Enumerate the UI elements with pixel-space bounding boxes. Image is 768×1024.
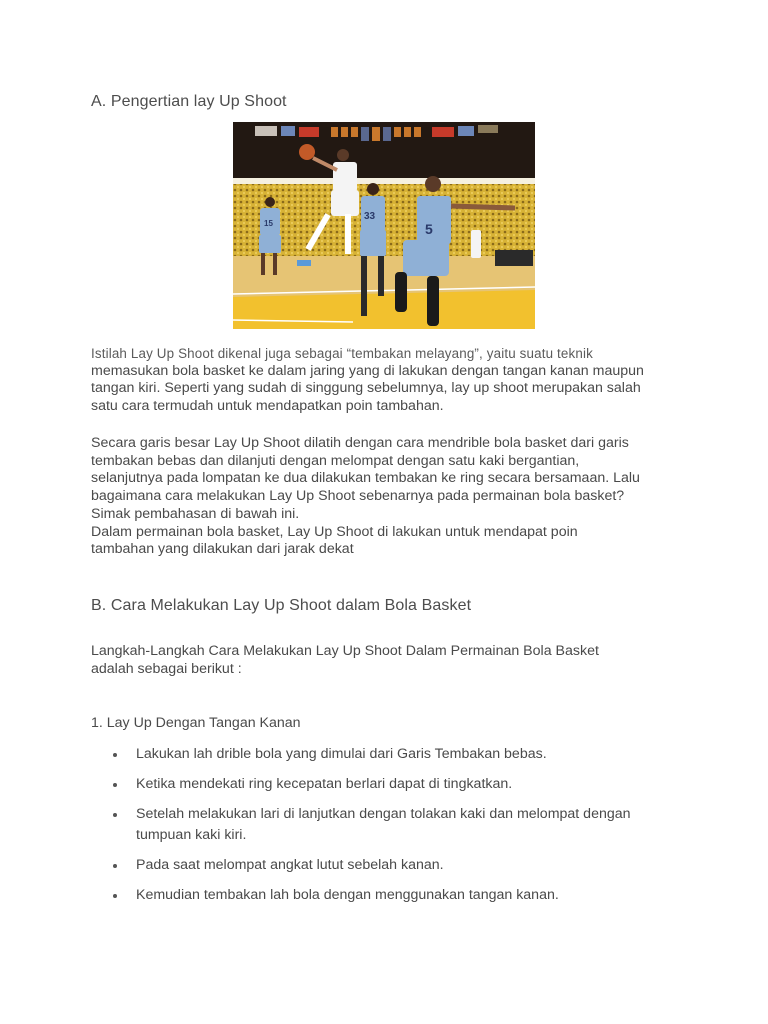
- list-item-text: Kemudian tembakan lah bola dengan menggunakan tangan kanan.: [136, 887, 559, 903]
- section-a-paragraph-2: [91, 435, 691, 559]
- paragraph-line: adalah sebagai berikut :: [91, 660, 242, 677]
- bullet-icon: [113, 894, 117, 898]
- svg-text:15: 15: [264, 219, 273, 228]
- subheading-text: 1. Lay Up Dengan Tangan Kanan: [91, 715, 301, 731]
- section-a-heading: A. Pengertian lay Up Shoot: [91, 93, 287, 110]
- basketball-photo: [233, 122, 535, 329]
- paragraph-line: tambahan yang dilakukan dari jarak dekat: [91, 541, 354, 558]
- list-item: [110, 855, 690, 876]
- svg-text:33: 33: [364, 211, 376, 222]
- list-item: [110, 885, 690, 906]
- steps-list: [110, 744, 690, 915]
- bullet-icon: [113, 813, 117, 817]
- section-b-subheading: [91, 715, 691, 733]
- paragraph-line: Secara garis besar Lay Up Shoot dilatih dengan cara mendrible bola basket dari garis: [91, 435, 629, 451]
- section-a-paragraph-1: [91, 345, 691, 416]
- paragraph-line: tangan kiri. Seperti yang sudah di singgung sebelumnya, lay up shoot merupakan salah: [91, 380, 641, 397]
- list-item-text: Setelah melakukan lari di lanjutkan dengan tolakan kaki dan melompat dengan: [136, 806, 631, 822]
- bullet-icon: [113, 864, 117, 868]
- svg-text:5: 5: [425, 221, 433, 237]
- list-item: [110, 774, 690, 795]
- paragraph-line: selanjutnya pada lompatan ke dua dilakukan tembakan ke ring secara bersamaan. Lalu: [91, 470, 640, 487]
- section-b-heading: B. Cara Melakukan Lay Up Shoot dalam Bola Basket: [91, 597, 472, 614]
- paragraph-line: Simak pembahasan di bawah ini.: [91, 505, 300, 522]
- list-item-text: Ketika mendekati ring kecepatan berlari dapat di tingkatkan.: [136, 776, 513, 792]
- list-item: [110, 804, 690, 846]
- paragraph-line: Dalam permainan bola basket, Lay Up Shoot di lakukan untuk mendapat poin: [91, 523, 578, 540]
- paragraph-line: memasukan bola basket ke dalam jaring yang di lakukan dengan tangan kanan maupun: [91, 362, 644, 379]
- bullet-icon: [113, 753, 117, 757]
- section-b-intro: [91, 643, 691, 678]
- list-item-text: Lakukan lah drible bola yang dimulai dari Garis Tembakan bebas.: [136, 746, 547, 762]
- list-item-text: Pada saat melompat angkat lutut sebelah kanan.: [136, 857, 444, 873]
- paragraph-line: Istilah Lay Up Shoot dikenal juga sebagai “tembakan melayang”, yaitu suatu teknik: [91, 346, 593, 361]
- paragraph-line: bagaimana cara melakukan Lay Up Shoot sebenarnya pada permainan bola basket?: [91, 488, 625, 505]
- paragraph-line: Langkah-Langkah Cara Melakukan Lay Up Shoot Dalam Permainan Bola Basket: [91, 643, 599, 659]
- list-item-text: tumpuan kaki kiri.: [136, 827, 247, 843]
- list-item: [110, 744, 690, 765]
- paragraph-line: satu cara termudah untuk mendapatkan poin tambahan.: [91, 398, 444, 415]
- paragraph-line: tembakan bebas dan dilanjuti dengan melompat dengan satu kaki bergantian,: [91, 452, 580, 469]
- bullet-icon: [113, 783, 117, 787]
